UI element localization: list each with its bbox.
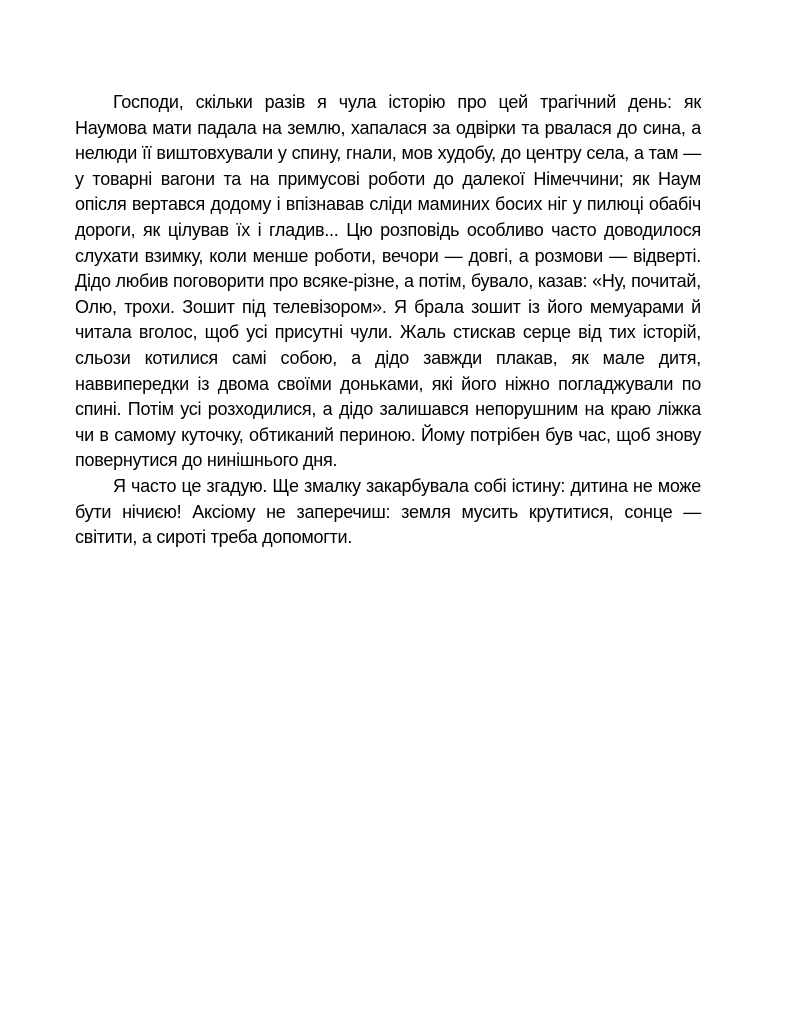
- paragraph-reflection: Я часто це згадую. Ще змалку закарбувала собі істину: дитина не може бути нічиєю! Аксіому не заперечиш: земля мусить крутитися, сонце — світити, а сироті треба допомогти.: [75, 475, 701, 548]
- paragraph-memories: Господи, скільки разів я чула історію про цей трагічний день: як Наумова мати падала на землю, хапалася за одвірки та рвалася до сина, а нелюди її виштовхували у спину, гнали, мов худобу, до центру села, а там — у товарні вагони та на примусові роботи до далекої Німеччини; як Наум опісля вертався додому і впізнавав сліди маминих босих ніг у пилюці обабіч дороги, як цілував їх і гладив... Цю розповідь особливо часто доводилося слухати взимку, коли менше роботи, вечори — довгі, а розмови — відверті. Дідо любив поговорити про всяке-різне, а потім, бувало, казав: «Ну, почитай, Олю, трохи. Зошит під телевізором». Я брала зошит із його мемуарами й читала вголос, щоб усі присутні чули. Жаль стискав серце від тих історій, сльози котилися самі собою, а дідо завжди плакав, як мале дитя, наввипередки із двома своїми доньками, які його ніжно погладжували по спині. Потім усі розходилися, а дідо залишався непорушним на краю ліжка чи в самому куточку, обтиканий периною. Йому потрібен був час, щоб знову повернутися до нинішнього дня.: [75, 92, 701, 471]
- page-text-block: [75, 90, 701, 551]
